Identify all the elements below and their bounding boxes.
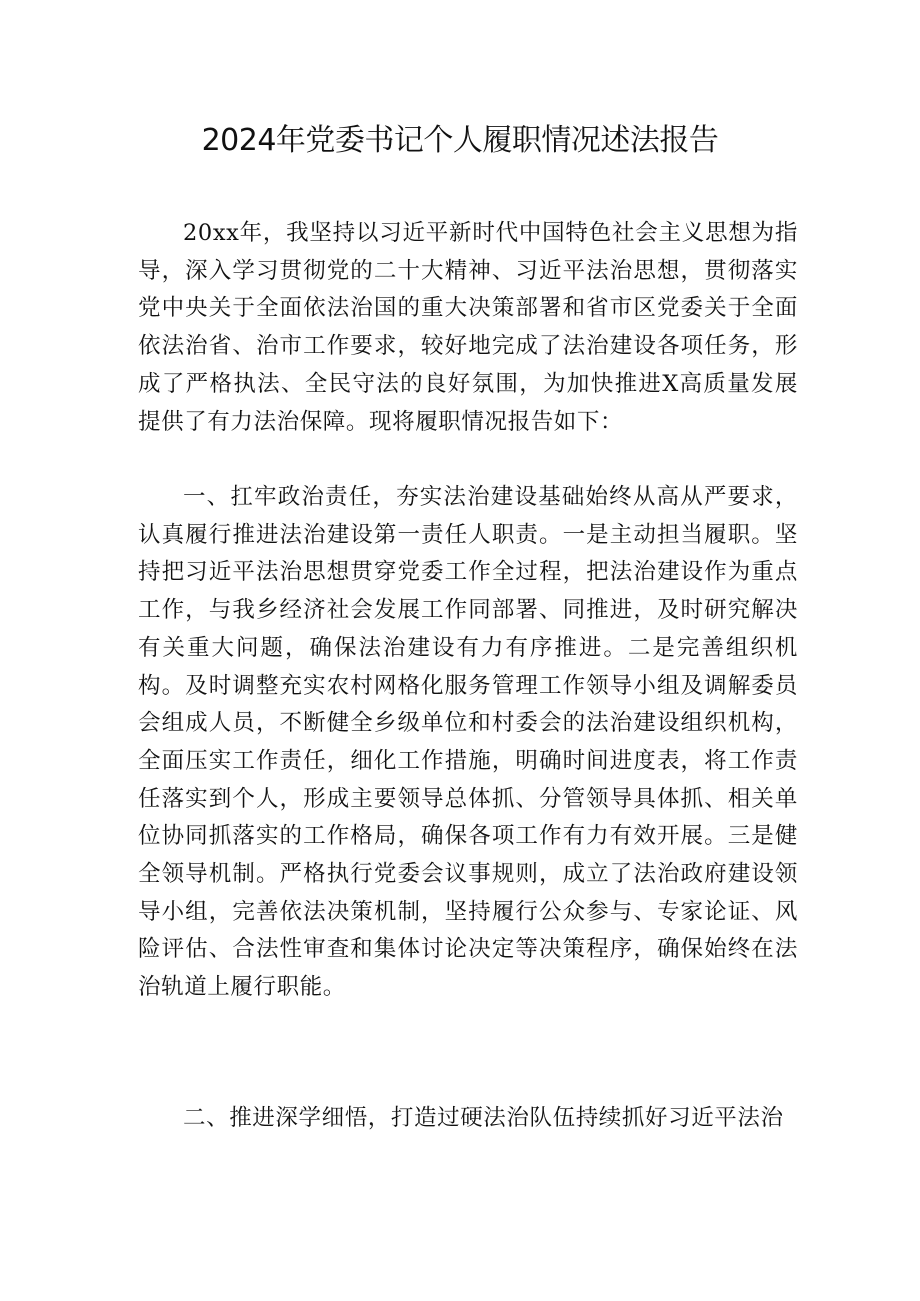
paragraph-intro: 20xx年，我坚持以习近平新时代中国特色社会主义思想为指导，深入学习贯彻党的二十大精神、习近平法治思想，贯彻落实党中央关于全面依法治国的重大决策部署和省市区党委关于全面依法治省、治市工作要求，较好地完成了法治建设各项任务，形成了严格执法、全民守法的良好氛围，为加快推进X高质量发展提供了有力法治保障。现将履职情况报告如下：: [138, 220, 798, 435]
document-title: 2024年党委书记个人履职情况述法报告: [201, 123, 719, 158]
paragraph-section-1: 一、扛牢政治责任，夯实法治建设基础始终从高从严要求，认真履行推进法治建设第一责任人职责。一是主动担当履职。坚持把习近平法治思想贯穿党委工作全过程，把法治建设作为重点工作，与我乡经济社会发展工作同部署、同推进，及时研究解决有关重大问题，确保法治建设有力有序推进。二是完善组织机构。及时调整充实农村网格化服务管理工作领导小组及调解委员会组成人员，不断健全乡级单位和村委会的法治建设组织机构，全面压实工作责任，细化工作措施，明确时间进度表，将工作责任落实到个人，形成主要领导总体抓、分管领导具体抓、相关单位协同抓落实的工作格局，确保各项工作有力有效开展。三是健全领导机制。严格执行党委会议事规则，成立了法治政府建设领导小组，完善依法决策机制，坚持履行公众参与、专家论证、风险评估、合法性审查和集体讨论决定等决策程序，确保始终在法治轨道上履行职能。: [138, 484, 798, 1001]
paragraph-section-2: 二、推进深学细悟，打造过硬法治队伍持续抓好习近平法治: [183, 1105, 784, 1131]
